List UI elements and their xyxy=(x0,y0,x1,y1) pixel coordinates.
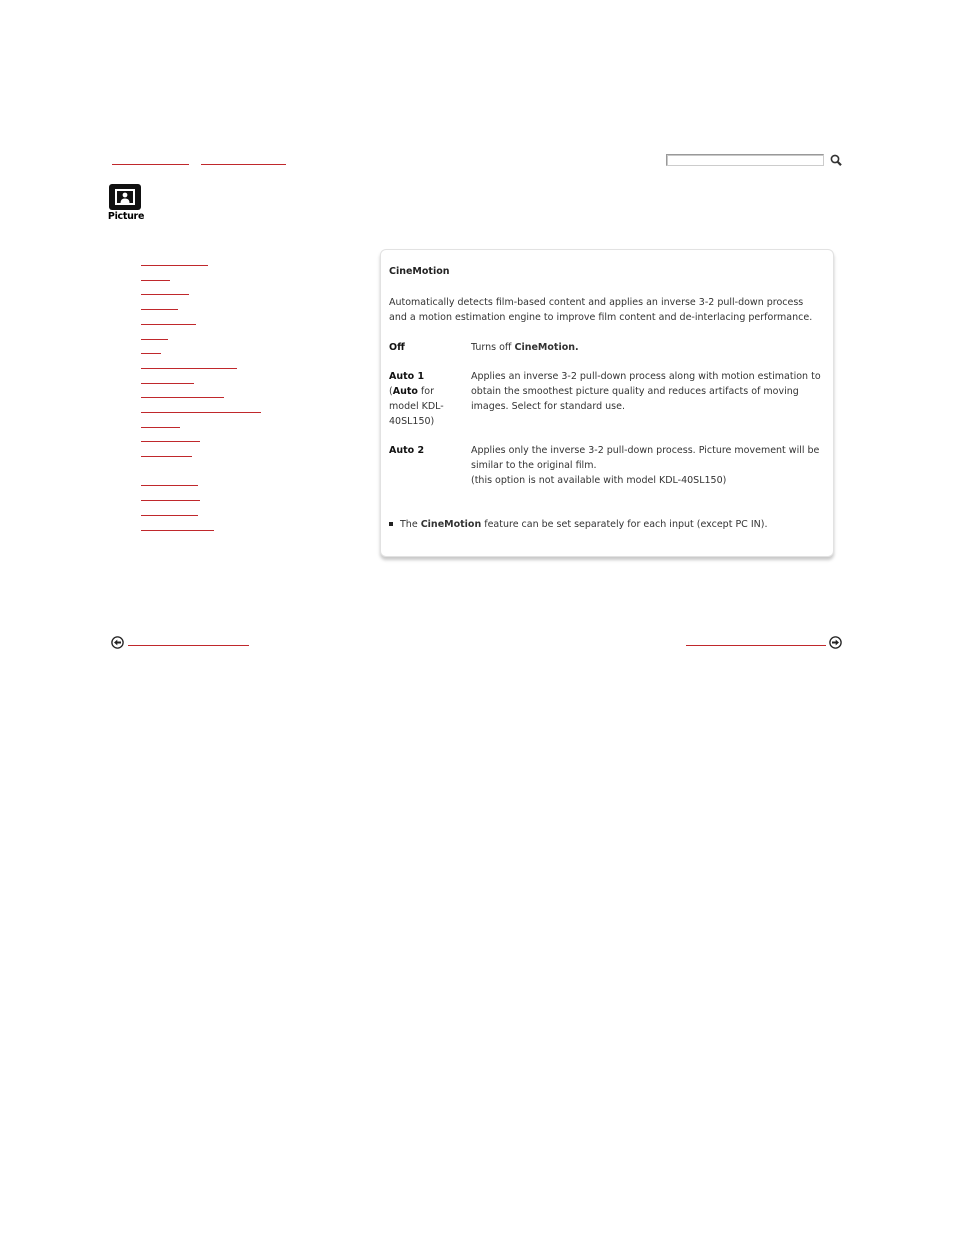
option-term-auto2: Auto 2 xyxy=(389,445,425,456)
nav-link[interactable] xyxy=(141,265,208,266)
picture-section-icon xyxy=(109,184,141,210)
nav-link[interactable] xyxy=(141,383,194,384)
nav-link[interactable] xyxy=(141,485,198,486)
nav-link[interactable] xyxy=(141,294,189,295)
content-panel xyxy=(380,249,834,557)
section-label: Picture xyxy=(107,211,145,222)
nav-link[interactable] xyxy=(141,280,170,281)
search-button[interactable] xyxy=(829,153,843,167)
nav-link[interactable] xyxy=(141,412,261,413)
breadcrumb-link-1[interactable] xyxy=(112,164,189,165)
nav-link[interactable] xyxy=(141,500,200,501)
option-def-auto1: Applies an inverse 3-2 pull-down process along with motion estimation to obtain the smoothest picture quality and reduces artifacts of moving images. Select for standard use. xyxy=(471,371,821,412)
prev-page-link[interactable] xyxy=(128,645,249,646)
search-input[interactable] xyxy=(666,154,824,166)
arrow-left-icon xyxy=(111,636,124,649)
breadcrumb-link-2[interactable] xyxy=(201,164,286,165)
nav-link[interactable] xyxy=(141,441,200,442)
nav-link[interactable] xyxy=(141,530,214,531)
content-note: The CineMotion feature can be set separately for each input (except PC IN). xyxy=(389,517,829,532)
content-description: Automatically detects film-based content and applies an inverse 3-2 pull-down process and a motion estimation engine to improve film content and de-interlacing performance. xyxy=(389,297,813,323)
nav-link[interactable] xyxy=(141,309,178,310)
nav-link[interactable] xyxy=(141,368,237,369)
nav-link[interactable] xyxy=(141,339,168,340)
content-title: CineMotion xyxy=(389,266,450,277)
nav-link[interactable] xyxy=(141,397,224,398)
option-term-off: Off xyxy=(389,342,405,353)
bullet-icon xyxy=(389,522,393,526)
option-def-off: Turns off CineMotion. xyxy=(471,342,579,353)
prev-page-button[interactable] xyxy=(111,636,124,649)
next-page-link[interactable] xyxy=(686,645,826,646)
option-term-auto1: Auto 1 (Auto for model KDL-40SL150) xyxy=(389,371,444,427)
nav-link[interactable] xyxy=(141,353,161,354)
option-def-auto2: Applies only the inverse 3-2 pull-down process. Picture movement will be similar to the original film. (this option is not available with model KDL-40SL150) xyxy=(471,445,820,486)
nav-link[interactable] xyxy=(141,515,198,516)
nav-link[interactable] xyxy=(141,427,180,428)
nav-link[interactable] xyxy=(141,324,196,325)
arrow-right-icon xyxy=(829,636,842,649)
next-page-button[interactable] xyxy=(829,636,842,649)
search-icon xyxy=(829,153,843,167)
nav-link[interactable] xyxy=(141,456,192,457)
